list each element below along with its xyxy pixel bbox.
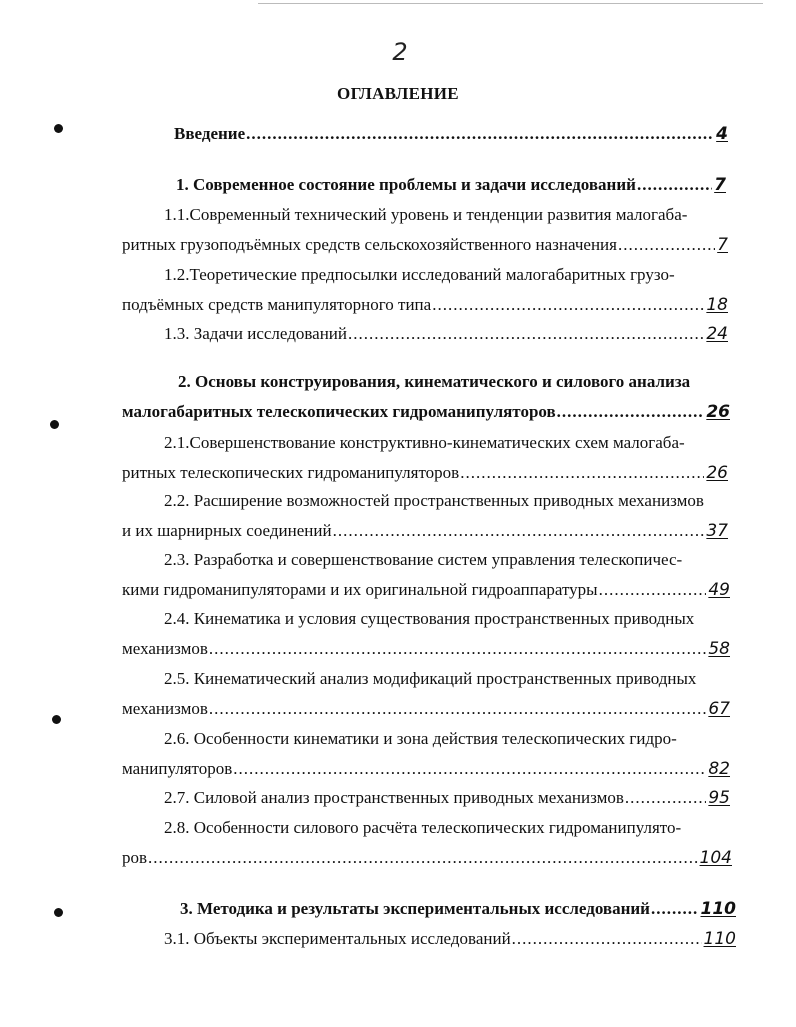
page-ref: 4	[716, 124, 728, 144]
entry-title: 2.5. Кинематический анализ модификаций пространственных приводных	[164, 669, 697, 688]
entry-title: 2. Основы конструирования, кинематического и силового анализа	[178, 372, 691, 391]
page-ref: 18	[706, 295, 728, 315]
page-ref: 110	[700, 899, 736, 919]
entry-title: 1.3. Задачи исследований	[164, 324, 348, 343]
toc-entry-2-7[interactable]	[164, 788, 730, 808]
toc-entry-3-1[interactable]	[164, 929, 736, 949]
toc-entry-section-3[interactable]	[180, 899, 736, 919]
entry-title-cont: малогабаритных телескопических гидроманипуляторов	[122, 402, 556, 421]
dot-leader	[431, 295, 704, 315]
dot-leader	[556, 402, 705, 422]
dot-leader	[245, 124, 714, 144]
toc-entry-2-8[interactable]	[122, 818, 732, 868]
entry-title: 1.2.Теоретические предпосылки исследований малогабаритных грузо-	[164, 265, 675, 284]
entry-title: 2.8. Особенности силового расчёта телескопических гидроманипулято-	[164, 818, 682, 837]
entry-title: 2.4. Кинематика и условия существования пространственных приводных	[164, 609, 695, 628]
toc-entry-section-1[interactable]	[176, 175, 726, 195]
toc-entry-2-3[interactable]	[122, 550, 730, 600]
toc-entry-2-2[interactable]	[122, 491, 732, 541]
page-ref: 7	[717, 235, 728, 255]
margin-mark	[54, 908, 63, 917]
page-ref: 95	[708, 788, 730, 808]
dot-leader	[511, 929, 702, 949]
toc-entry-1-3[interactable]	[164, 324, 728, 344]
page-ref: 67	[708, 699, 730, 719]
dot-leader	[650, 899, 699, 919]
margin-mark	[50, 420, 59, 429]
margin-mark	[54, 124, 63, 133]
dot-leader	[598, 580, 707, 600]
toc-entry-2-6[interactable]	[122, 729, 730, 779]
entry-title-cont: механизмов	[122, 699, 208, 718]
entry-title: 3. Методика и результаты экспериментальных исследований	[180, 899, 650, 918]
entry-title-cont: и их шарнирных соединений	[122, 521, 332, 540]
page-ref: 49	[708, 580, 730, 600]
entry-title-cont: ритных грузоподъёмных средств сельскохозяйственного назначения	[122, 235, 617, 254]
page-ref: 26	[706, 402, 730, 422]
page-ref: 110	[703, 929, 736, 949]
toc-entry-intro[interactable]	[174, 124, 728, 144]
dot-leader	[617, 235, 715, 255]
margin-mark	[52, 715, 61, 724]
entry-title: Введение	[174, 124, 246, 143]
entry-title: 3.1. Объекты экспериментальных исследований	[164, 929, 511, 948]
toc-entry-2-5[interactable]	[122, 669, 730, 719]
dot-leader	[347, 324, 704, 344]
dot-leader	[624, 788, 706, 808]
toc-entry-section-2[interactable]	[122, 372, 730, 422]
entry-title: 2.1.Совершенствование конструктивно-кинематических схем малогаба-	[164, 433, 685, 452]
toc-entry-1-1[interactable]	[122, 205, 728, 255]
toc-title: ОГЛАВЛЕНИЕ	[337, 84, 459, 103]
entry-title-cont: манипуляторов	[122, 759, 233, 778]
entry-title: 1. Современное состояние проблемы и задачи исследований	[176, 175, 636, 194]
page-ref: 58	[708, 639, 730, 659]
entry-title: 2.6. Особенности кинематики и зона действия телескопических гидро-	[164, 729, 677, 748]
dot-leader	[636, 175, 712, 195]
dot-leader	[208, 699, 707, 719]
entry-title-cont: ров	[122, 848, 148, 867]
page-ref: 37	[706, 521, 728, 541]
page-ref: 104	[699, 848, 732, 868]
dot-leader	[459, 463, 704, 483]
dot-leader	[208, 639, 707, 659]
page-ref: 7	[714, 175, 726, 195]
entry-title: 2.7. Силовой анализ пространственных приводных механизмов	[164, 788, 624, 807]
dot-leader	[232, 759, 706, 779]
dot-leader	[147, 848, 698, 868]
page-number: 2	[392, 38, 408, 66]
toc-entry-2-4[interactable]	[122, 609, 730, 659]
top-rule	[258, 3, 763, 4]
toc-entry-1-2[interactable]	[122, 265, 728, 315]
page-ref: 24	[706, 324, 728, 344]
entry-title: 1.1.Современный технический уровень и тенденции развития малогаба-	[164, 205, 688, 224]
entry-title-cont: подъёмных средств манипуляторного типа	[122, 295, 432, 314]
entry-title-cont: механизмов	[122, 639, 208, 658]
page-ref: 82	[708, 759, 730, 779]
dot-leader	[332, 521, 705, 541]
entry-title: 2.3. Разработка и совершенствование систем управления телескопичес-	[164, 550, 683, 569]
entry-title: 2.2. Расширение возможностей пространственных приводных механизмов	[164, 491, 704, 510]
page-ref: 26	[706, 463, 728, 483]
toc-entry-2-1[interactable]	[122, 433, 728, 483]
entry-title-cont: ритных телескопических гидроманипуляторов	[122, 463, 460, 482]
entry-title-cont: кими гидроманипуляторами и их оригинальной гидроаппаратуры	[122, 580, 598, 599]
